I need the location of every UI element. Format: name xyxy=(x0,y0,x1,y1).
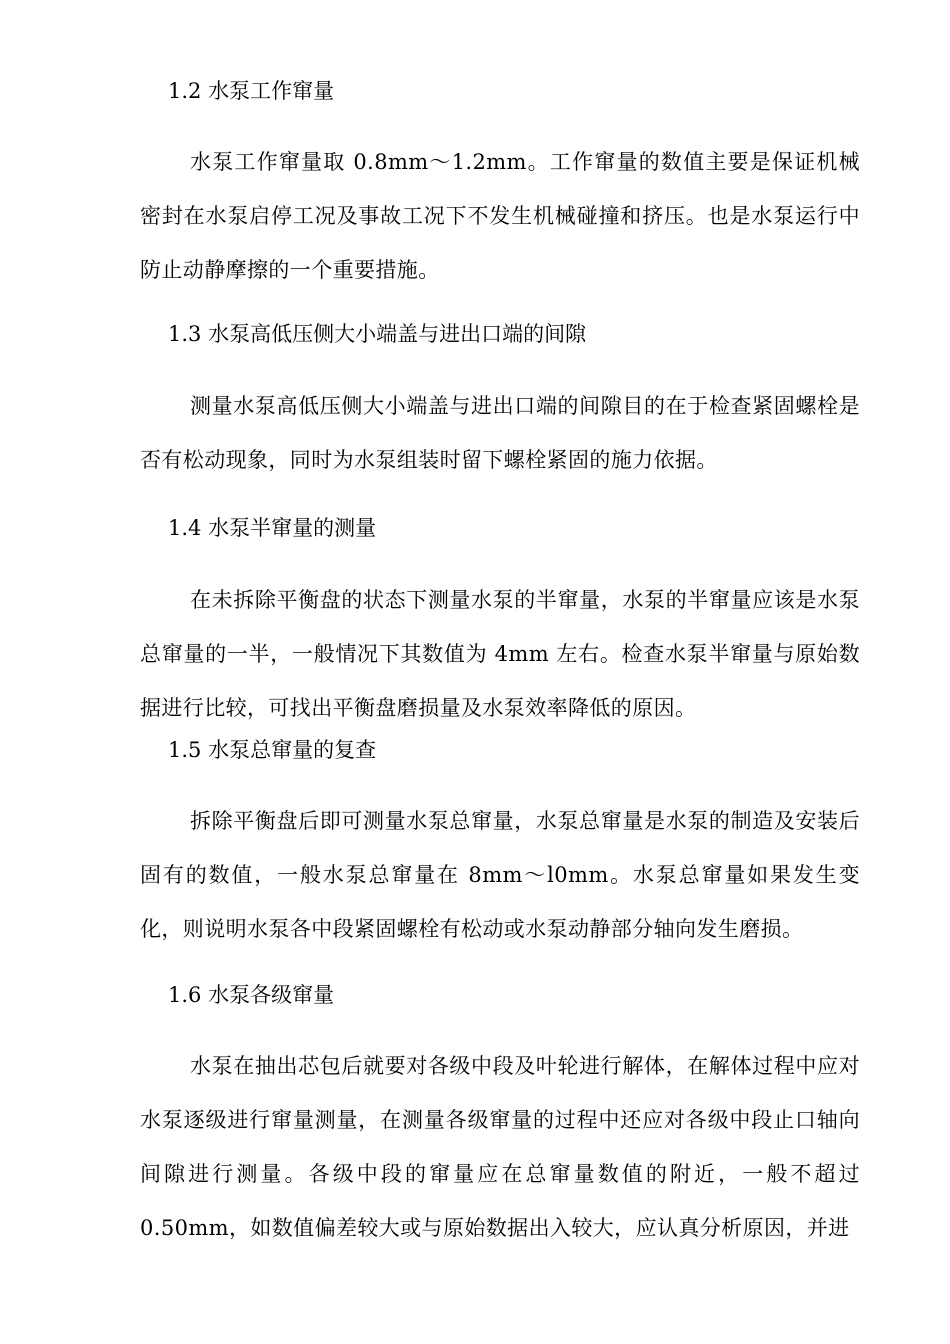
section-paragraph-1-3: 测量水泵高低压侧大小端盖与进出口端的间隙目的在于检查紧固螺栓是否有松动现象，同时为水泵组装时留下螺栓紧固的施力依据。 xyxy=(140,394,860,472)
section-heading-1-4: 1.4 水泵半窜量的测量 xyxy=(168,516,377,540)
section-paragraph-1-4: 在未拆除平衡盘的状态下测量水泵的半窜量，水泵的半窜量应该是水泵总窜量的一半，一般情况下其数值为 4mm 左右。检查水泵半窜量与原始数据进行比较，可找出平衡盘磨损量及水泵效率降低的原因。 xyxy=(140,588,860,720)
section-heading-1-6: 1.6 水泵各级窜量 xyxy=(168,983,335,1007)
section-heading-1-5: 1.5 水泵总窜量的复查 xyxy=(168,738,377,762)
section-heading-1-3: 1.3 水泵高低压侧大小端盖与进出口端的间隙 xyxy=(168,322,587,346)
section-paragraph-1-5: 拆除平衡盘后即可测量水泵总窜量，水泵总窜量是水泵的制造及安装后固有的数值，一般水泵总窜量在 8mm～l0mm。水泵总窜量如果发生变化，则说明水泵各中段紧固螺栓有松动或水泵动静部分轴向发生磨损。 xyxy=(140,809,860,941)
section-heading-1-2: 1.2 水泵工作窜量 xyxy=(168,79,335,103)
section-paragraph-1-6: 水泵在抽出芯包后就要对各级中段及叶轮进行解体，在解体过程中应对水泵逐级进行窜量测量，在测量各级窜量的过程中还应对各级中段止口轴向间隙进行测量。各级中段的窜量应在总窜量数值的附近，一般不超过0.50mm，如数值偏差较大或与原始数据出入较大，应认真分析原因，并进 xyxy=(140,1054,860,1240)
section-paragraph-1-2: 水泵工作窜量取 0.8mm～1.2mm。工作窜量的数值主要是保证机械密封在水泵启停工况及事故工况下不发生机械碰撞和挤压。也是水泵运行中防止动静摩擦的一个重要措施。 xyxy=(140,150,860,282)
